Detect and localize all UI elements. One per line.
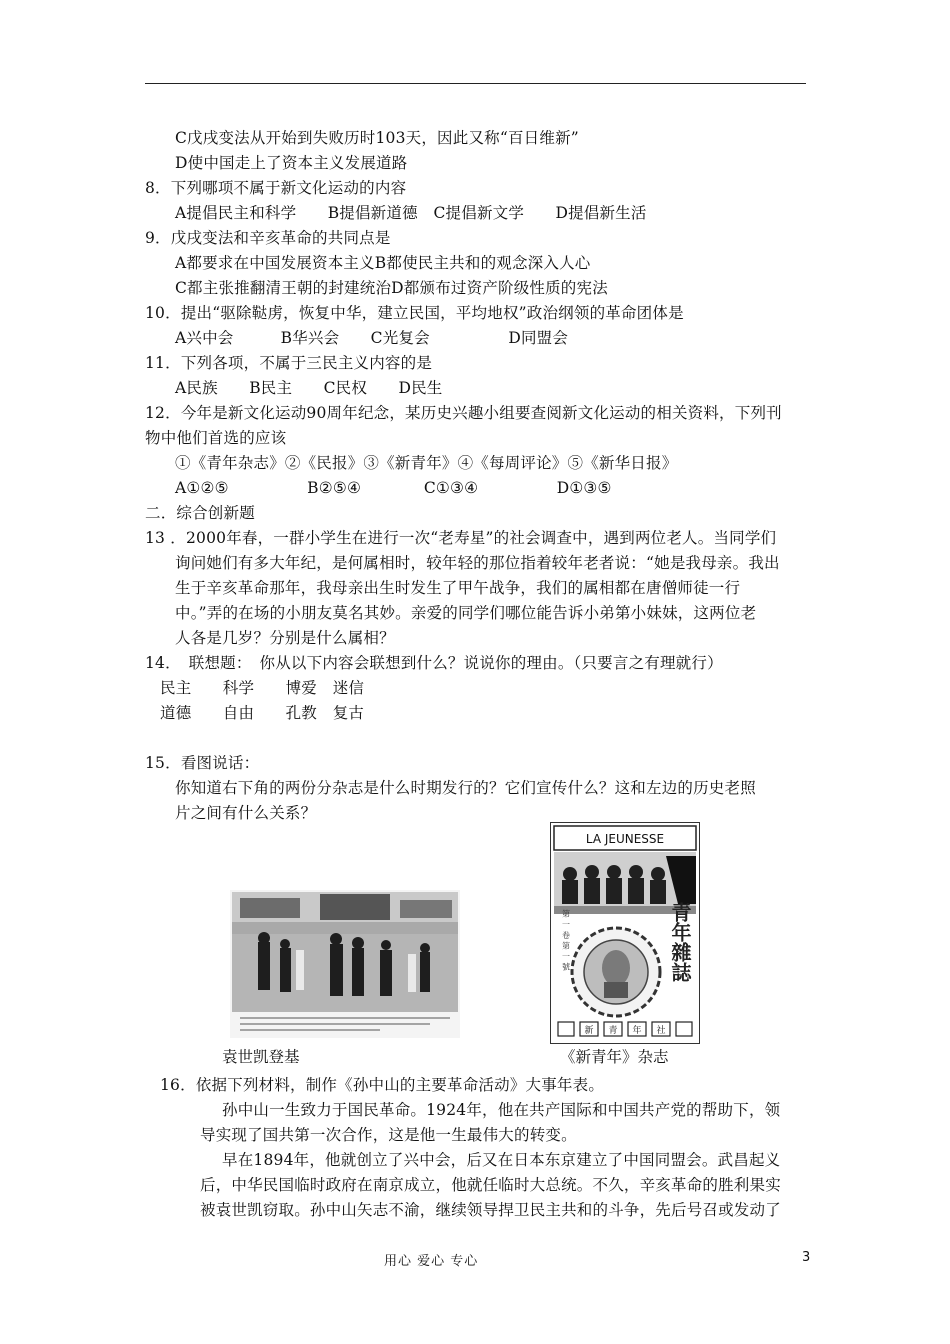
options-12: A①②⑤ B②⑤④ C①③④ D①③⑤: [175, 479, 612, 497]
question-14-words1: 民主 科学 博爱 迷信: [160, 679, 365, 697]
question-15-line2: 你知道右下角的两份分杂志是什么时期发行的？它们宣传什么？这和左边的历史老照: [175, 779, 756, 797]
magazine-bottom-3: 年: [632, 1026, 642, 1036]
question-12: 12．今年是新文化运动90周年纪念，某历史兴趣小组要查阅新文化运动的相关资料，下列刊: [145, 404, 782, 422]
section-heading: 二．综合创新题: [145, 504, 255, 522]
material-p1-line1: 孙中山一生致力于国民革命。1924年，他在共产国际和中国共产党的帮助下，领: [222, 1101, 781, 1119]
magazine-bottom-1: 新: [584, 1026, 594, 1036]
options-9-cd: C都主张推翻清王朝的封建统治D都颁布过资产阶级性质的宪法: [175, 279, 608, 297]
question-12-cont: 物中他们首选的应该: [145, 429, 287, 447]
question-13-line5: 人各是几岁？分别是什么属相？: [175, 629, 395, 647]
options-10: A兴中会 B华兴会 C光复会 D同盟会: [175, 329, 569, 347]
page-number: 3: [802, 1250, 811, 1265]
material-p1-line2: 导实现了国共第一次合作，这是他一生最伟大的转变。: [200, 1126, 577, 1144]
option-7c: C戊戌变法从开始到失败历时103天，因此又称“百日维新”: [175, 129, 579, 147]
question-8: 8．下列哪项不属于新文化运动的内容: [145, 179, 407, 197]
options-9-ab: A都要求在中国发展资本主义B都使民主共和的观念深入人心: [175, 254, 591, 272]
footer-motto: 用心 爱心 专心: [384, 1254, 479, 1269]
question-14-words2: 道德 自由 孔教 复古: [160, 704, 365, 722]
material-p2-line3: 被袁世凯窃取。孙中山矢志不渝，继续领导捍卫民主共和的斗争，先后号召或发动了: [200, 1201, 781, 1219]
question-15-line3: 片之间有什么关系？: [175, 804, 317, 822]
question-12-items: ①《青年杂志》②《民报》③《新青年》④《每周评论》⑤《新华日报》: [175, 454, 678, 472]
question-14: 14． 联想题： 你从以下内容会联想到什么？说说你的理由。（只要言之有理就行）: [145, 654, 723, 672]
option-7d: D使中国走上了资本主义发展道路: [175, 154, 408, 172]
magazine-bottom-2: 青: [608, 1026, 618, 1036]
left-figure-caption: 袁世凯登基: [222, 1048, 300, 1066]
question-13-line4: 中。”弄的在场的小朋友莫名其妙。亲爱的同学们哪位能告诉小弟第小妹妹，这两位老: [175, 604, 757, 622]
magazine-title-cn: 青年雜誌: [668, 902, 692, 982]
question-13-line2: 询问她们有多大年纪，是何属相时，较年轻的那位指着较年老者说：“她是我母亲。我出: [175, 554, 780, 572]
question-10: 10．提出“驱除鞑虏，恢复中华，建立民国，平均地权”政治纲领的革命团体是: [145, 304, 684, 322]
new-youth-magazine-cover: [550, 822, 700, 1044]
magazine-title-fr: LA JEUNESSE: [585, 832, 665, 846]
material-p2-line2: 后，中华民国临时政府在南京成立，他就任临时大总统。不久，辛亥革命的胜利果实: [200, 1176, 781, 1194]
yuan-shikai-photo: [230, 890, 460, 1038]
question-15: 15．看图说话：: [145, 754, 260, 772]
question-16: 16．依据下列材料，制作《孙中山的主要革命活动》大事年表。: [160, 1076, 605, 1094]
material-p2-line1: 早在1894年，他就创立了兴中会，后又在日本东京建立了中国同盟会。武昌起义: [222, 1151, 781, 1169]
magazine-bottom-4: 社: [656, 1026, 666, 1036]
magazine-issue: 第 一 卷 第 一 號: [561, 909, 571, 971]
header-rule: [145, 83, 806, 84]
question-13: 13 ．2000年春，一群小学生在进行一次“老寿星”的社会调查中，遇到两位老人。当同学们: [145, 529, 777, 547]
options-11: A民族 B民主 C民权 D民生: [175, 379, 443, 397]
right-figure-caption: 《新青年》杂志: [560, 1048, 669, 1066]
question-11: 11．下列各项，不属于三民主义内容的是: [145, 354, 433, 372]
question-9: 9．戊戌变法和辛亥革命的共同点是: [145, 229, 391, 247]
options-8: A提倡民主和科学 B提倡新道德 C提倡新文学 D提倡新生活: [175, 204, 647, 222]
question-13-line3: 生于辛亥革命那年，我母亲出生时发生了甲午战争，我们的属相都在唐僧师徒一行: [175, 579, 741, 597]
